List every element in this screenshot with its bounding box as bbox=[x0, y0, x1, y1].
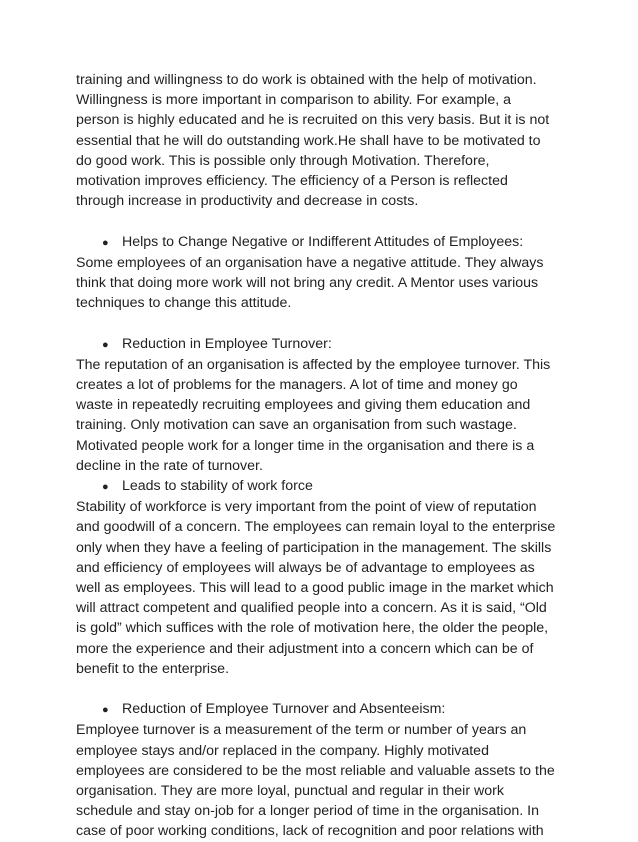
blank-line bbox=[76, 313, 576, 333]
bullet-heading bbox=[76, 232, 576, 253]
text-line: Motivated people work for a longer time in the organisation and there is a bbox=[76, 437, 535, 454]
text-line: Employee turnover is a measurement of the term or number of years an bbox=[76, 722, 527, 739]
text-line: decline in the rate of turnover. bbox=[76, 457, 263, 474]
text-line: training and willingness to do work is obtained with the help of motivation. bbox=[76, 72, 537, 88]
bullet-text: Reduction of Employee Turnover and Absenteeism: bbox=[122, 701, 446, 718]
text-line: person is highly educated and he is recruited on this very basis. But it is not bbox=[76, 112, 550, 129]
text-line: organisation. They are more loyal, punctual and regular in their work bbox=[76, 783, 504, 800]
paragraph bbox=[76, 253, 576, 314]
bullet-heading bbox=[76, 334, 576, 355]
text-line: training. Only motivation can save an organisation from such wastage. bbox=[76, 417, 517, 434]
bullet-heading bbox=[76, 476, 576, 497]
text-line: creates a lot of problems for the managers. A lot of time and money go bbox=[76, 377, 518, 394]
blank-line bbox=[76, 211, 576, 231]
bullet-icon: ● bbox=[102, 338, 109, 351]
bullet-text: Helps to Change Negative or Indifferent Attitudes of Employees: bbox=[122, 233, 524, 250]
text-line: will attract competent and qualified people into a concern. As it is said, “Old bbox=[76, 600, 547, 617]
bullet-icon: ● bbox=[102, 481, 109, 494]
text-line: and goodwill of a concern. The employees can remain loyal to the enterprise bbox=[76, 519, 556, 536]
blank-line bbox=[76, 679, 576, 699]
bullet-icon: ● bbox=[102, 236, 109, 249]
text-line: Some employees of an organisation have a negative attitude. They always bbox=[76, 254, 544, 271]
paragraph bbox=[76, 720, 576, 841]
text-line: schedule and stay on-job for a longer period of time in the organisation. In bbox=[76, 803, 539, 820]
text-line: case of poor working conditions, lack of recognition and poor relations with bbox=[76, 823, 544, 840]
text-line: Willingness is more important in comparison to ability. For example, a bbox=[76, 92, 511, 109]
text-line: employee stays and/or replaced in the company. Highly motivated bbox=[76, 742, 489, 759]
text-line: Stability of workforce is very important from the point of view of reputation bbox=[76, 499, 537, 516]
text-line: do good work. This is possible only through Motivation. Therefore, bbox=[76, 152, 490, 169]
paragraph bbox=[76, 70, 576, 211]
text-line: through increase in productivity and decrease in costs. bbox=[76, 193, 419, 210]
text-line: waste in repeatedly recruiting employees and giving them education and bbox=[76, 397, 531, 414]
text-line: more the experience and their adjustment into a concern which can be of bbox=[76, 640, 534, 657]
text-line: only when they have a feeling of participation in the management. The skills bbox=[76, 539, 552, 556]
text-line: employees are considered to be the most reliable and valuable assets to the bbox=[76, 762, 555, 779]
text-line: techniques to change this attitude. bbox=[76, 295, 292, 312]
text-line: well as employees. This will lead to a good public image in the market which bbox=[76, 580, 554, 597]
bullet-text: Leads to stability of work force bbox=[122, 478, 313, 495]
text-line: essential that he will do outstanding work.He shall have to be motivated to bbox=[76, 132, 541, 149]
paragraph bbox=[76, 497, 576, 679]
text-line: The reputation of an organisation is affected by the employee turnover. This bbox=[76, 356, 551, 373]
text-line: think that doing more work will not bring any credit. A Mentor uses various bbox=[76, 275, 539, 292]
text-line: and efficiency of employees will always be of advantage to employees as bbox=[76, 559, 535, 576]
text-line: motivation improves efficiency. The efficiency of a Person is reflected bbox=[76, 173, 508, 190]
text-line: benefit to the enterprise. bbox=[76, 660, 230, 677]
bullet-text: Reduction in Employee Turnover: bbox=[122, 335, 332, 352]
bullet-heading bbox=[76, 699, 576, 720]
bullet-icon: ● bbox=[102, 704, 109, 717]
text-line: is gold” which suffices with the role of motivation here, the older the people, bbox=[76, 620, 549, 637]
paragraph bbox=[76, 355, 576, 476]
document-body bbox=[76, 70, 576, 842]
